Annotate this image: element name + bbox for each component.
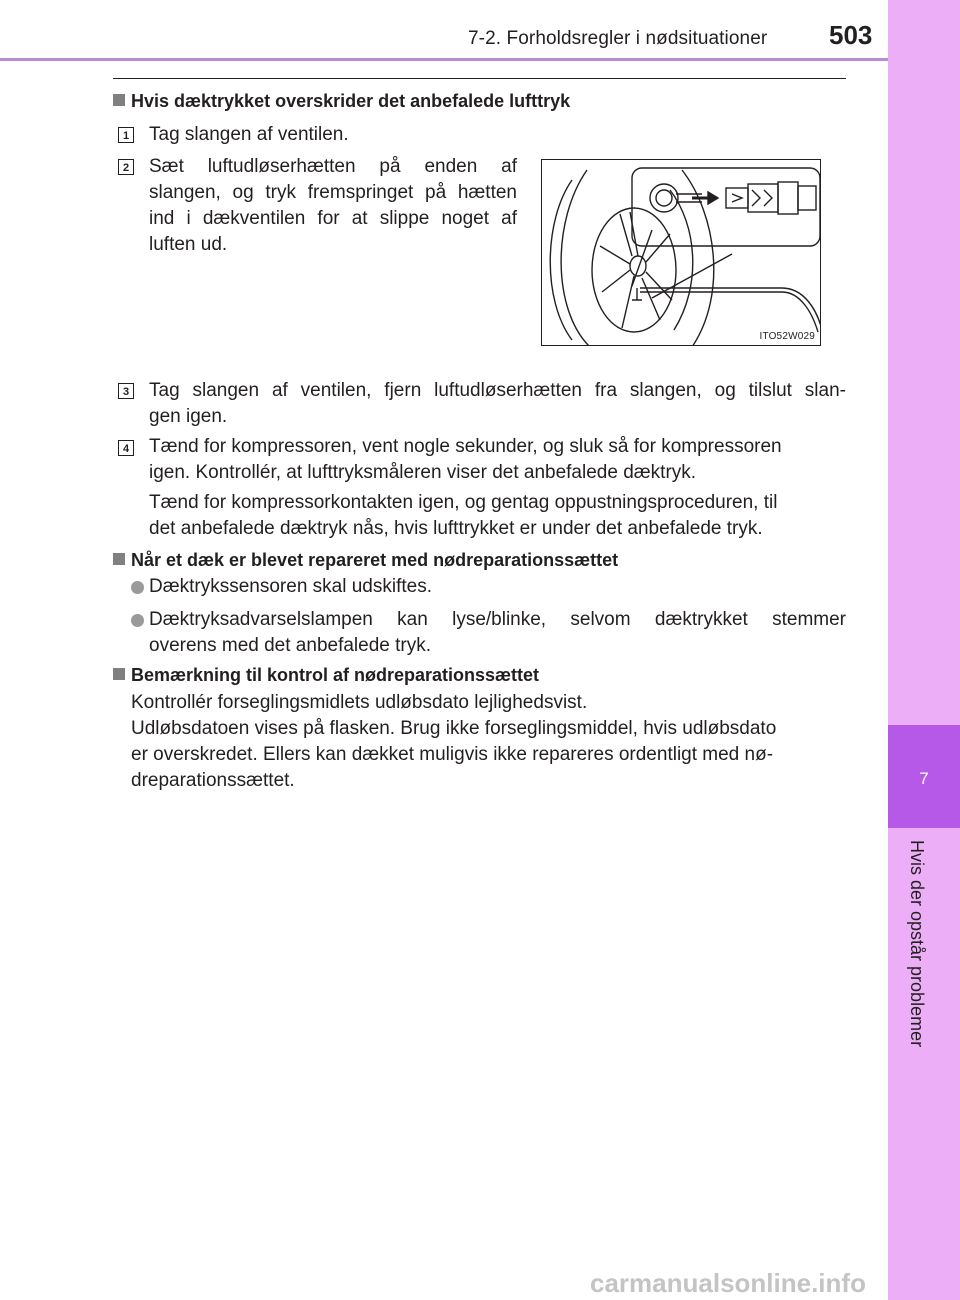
heading-after-repair: Når et dæk er blevet repareret med nødreparationssættet [113, 550, 618, 571]
chapter-number: 7 [919, 769, 929, 788]
watermark: carmanualsonline.info [590, 1268, 866, 1298]
bullet-dot-icon [131, 581, 144, 594]
bullet-1-text: Dæktrykssensoren skal udskiftes. [149, 576, 432, 597]
square-bullet-icon [113, 553, 125, 565]
header-rule [0, 58, 888, 61]
step-4-text: Tænd for kompressoren, vent nogle sekunder, og sluk så for kompressoren igen. Kontrollér, at lufttryksmåleren viser det anbefalede dæktryk. [149, 436, 782, 483]
page-number: 503 [829, 20, 873, 50]
step-number-4: 4 [118, 440, 134, 456]
step-number-2: 2 [118, 159, 134, 175]
heading-kit-check: Bemærkning til kontrol af nødreparationssættet [113, 665, 539, 686]
tire-valve-illustration-icon [542, 160, 821, 346]
square-bullet-icon [113, 94, 125, 106]
section-title: 7-2. Forholdsregler i nødsituationer [468, 28, 768, 49]
square-bullet-icon [113, 668, 125, 680]
step-1-text: Tag slangen af ventilen. [149, 124, 349, 145]
bullet-2-text: Dæktryksadvarselslampen kan lyse/blinke, selvom dæktrykket stemmer overens med det anbefalede tryk. [149, 609, 846, 656]
tire-valve-figure [541, 159, 821, 346]
step-2-text: Sæt luftudløserhætten på enden af slangen, og tryk fremspringet på hætten ind i dækventilen for at slippe noget af luften ud. [149, 156, 517, 255]
figure-label: ITO52W029 [759, 331, 815, 342]
chapter-sidebar [888, 0, 960, 1300]
step-4-note: Tænd for kompressorkontakten igen, og gentag oppustningsproceduren, til det anbefalede dæktryk nås, hvis lufttrykket er under det anbefalede tryk. [149, 492, 778, 539]
step-number-3: 3 [118, 383, 134, 399]
step-number-1: 1 [118, 127, 134, 143]
heading-overpressure: Hvis dæktrykket overskrider det anbefalede lufttryk [113, 91, 570, 112]
bullet-dot-icon [131, 614, 144, 627]
step-3-text: Tag slangen af ventilen, fjern luftudløserhætten fra slangen, og tilslut slan- gen igen. [149, 380, 846, 427]
kit-check-text: Kontrollér forseglingsmidlets udløbsdato lejlighedsvist. Udløbsdatoen vises på flasken. Brug ikke forseglingsmiddel, hvis udløbsdato er overskredet. Ellers kan dækket muligvis ikke repareres ordentligt med nø- dreparationssættet. [131, 692, 777, 791]
section-rule [113, 78, 846, 79]
chapter-tab[interactable] [888, 725, 960, 828]
chapter-title: Hvis der opstår problemer [907, 840, 927, 1048]
